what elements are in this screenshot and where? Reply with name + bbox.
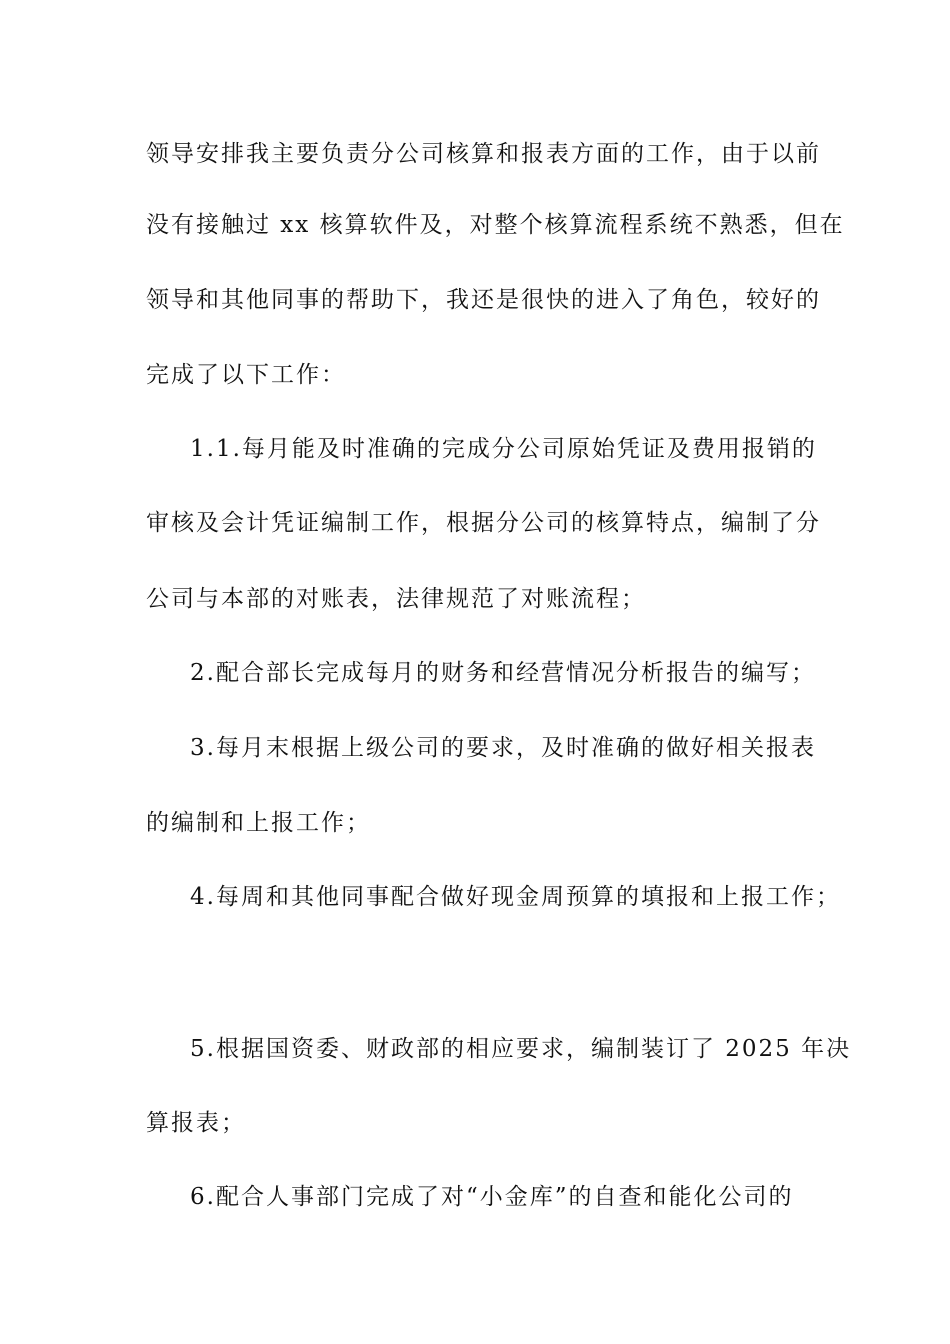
list-item-5: 5.根据国资委、财政部的相应要求，编制装订了 2025 年决 [190,1036,852,1062]
paragraph-line: 公司与本部的对账表，法律规范了对账流程； [146,586,646,612]
paragraph-line: 的编制和上报工作； [146,810,371,836]
paragraph-line: 算报表； [146,1110,246,1136]
paragraph-line: 审核及会计凭证编制工作，根据分公司的核算特点，编制了分 [146,510,821,536]
list-item-4: 4.每周和其他同事配合做好现金周预算的填报和上报工作； [190,884,841,910]
list-item-6: 6.配合人事部门完成了对“小金库”的自查和能化公司的 [190,1184,794,1210]
list-item-3: 3.每月末根据上级公司的要求，及时准确的做好相关报表 [190,735,816,761]
paragraph-line: 领导安排我主要负责分公司核算和报表方面的工作，由于以前 [146,141,821,167]
paragraph-line: 领导和其他同事的帮助下，我还是很快的进入了角色，较好的 [146,287,821,313]
list-item-2: 2.配合部长完成每月的财务和经营情况分析报告的编写； [190,660,816,686]
list-item-1: 1.1.每月能及时准确的完成分公司原始凭证及费用报销的 [190,436,817,462]
paragraph-line: 没有接触过 xx 核算软件及，对整个核算流程系统不熟悉，但在 [146,212,845,238]
paragraph-line: 完成了以下工作： [146,362,346,388]
